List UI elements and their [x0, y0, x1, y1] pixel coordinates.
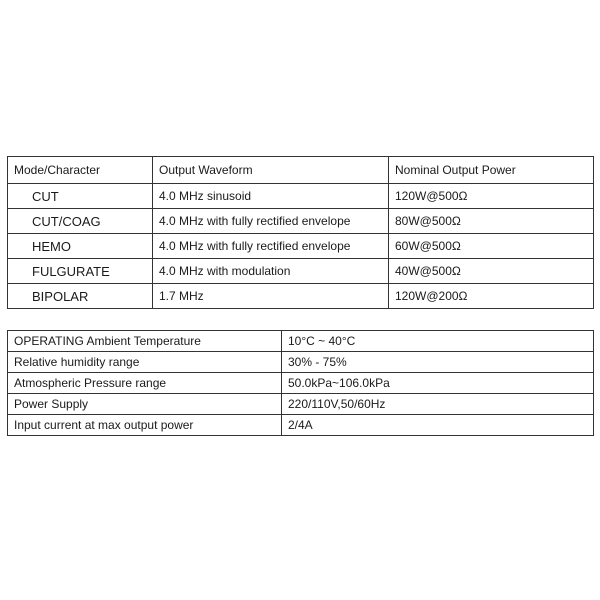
power-cell: 120W@500Ω: [389, 184, 594, 209]
spec-label: OPERATING Ambient Temperature: [8, 331, 282, 352]
power-cell: 120W@200Ω: [389, 284, 594, 309]
spec-label: Atmospheric Pressure range: [8, 373, 282, 394]
spec-value: 2/4A: [282, 415, 594, 436]
header-nominal-output-power: Nominal Output Power: [389, 157, 594, 184]
waveform-cell: 4.0 MHz with modulation: [153, 259, 389, 284]
environment-specs-table: [7, 330, 594, 436]
table-row: [8, 352, 594, 373]
waveform-cell: 4.0 MHz with fully rectified envelope: [153, 234, 389, 259]
table-row: [8, 284, 594, 309]
spec-label: Input current at max output power: [8, 415, 282, 436]
header-output-waveform: Output Waveform: [153, 157, 389, 184]
spec-value: 10°C ~ 40°C: [282, 331, 594, 352]
waveform-cell: 1.7 MHz: [153, 284, 389, 309]
power-cell: 80W@500Ω: [389, 209, 594, 234]
mode-cell: HEMO: [8, 234, 153, 259]
spec-value: 30% - 75%: [282, 352, 594, 373]
mode-cell: FULGURATE: [8, 259, 153, 284]
table-row: [8, 394, 594, 415]
power-cell: 40W@500Ω: [389, 259, 594, 284]
spec-label: Relative humidity range: [8, 352, 282, 373]
spec-label: Power Supply: [8, 394, 282, 415]
table-row: [8, 184, 594, 209]
power-cell: 60W@500Ω: [389, 234, 594, 259]
table-header-row: [8, 157, 594, 184]
table-row: [8, 259, 594, 284]
header-mode-character: Mode/Character: [8, 157, 153, 184]
waveform-cell: 4.0 MHz with fully rectified envelope: [153, 209, 389, 234]
table-row: [8, 234, 594, 259]
table-row: [8, 331, 594, 352]
table-row: [8, 209, 594, 234]
table-row: [8, 373, 594, 394]
spec-value: 220/110V,50/60Hz: [282, 394, 594, 415]
table-row: [8, 415, 594, 436]
waveform-cell: 4.0 MHz sinusoid: [153, 184, 389, 209]
output-modes-table: [7, 156, 594, 309]
spec-value: 50.0kPa~106.0kPa: [282, 373, 594, 394]
mode-cell: CUT: [8, 184, 153, 209]
mode-cell: CUT/COAG: [8, 209, 153, 234]
mode-cell: BIPOLAR: [8, 284, 153, 309]
